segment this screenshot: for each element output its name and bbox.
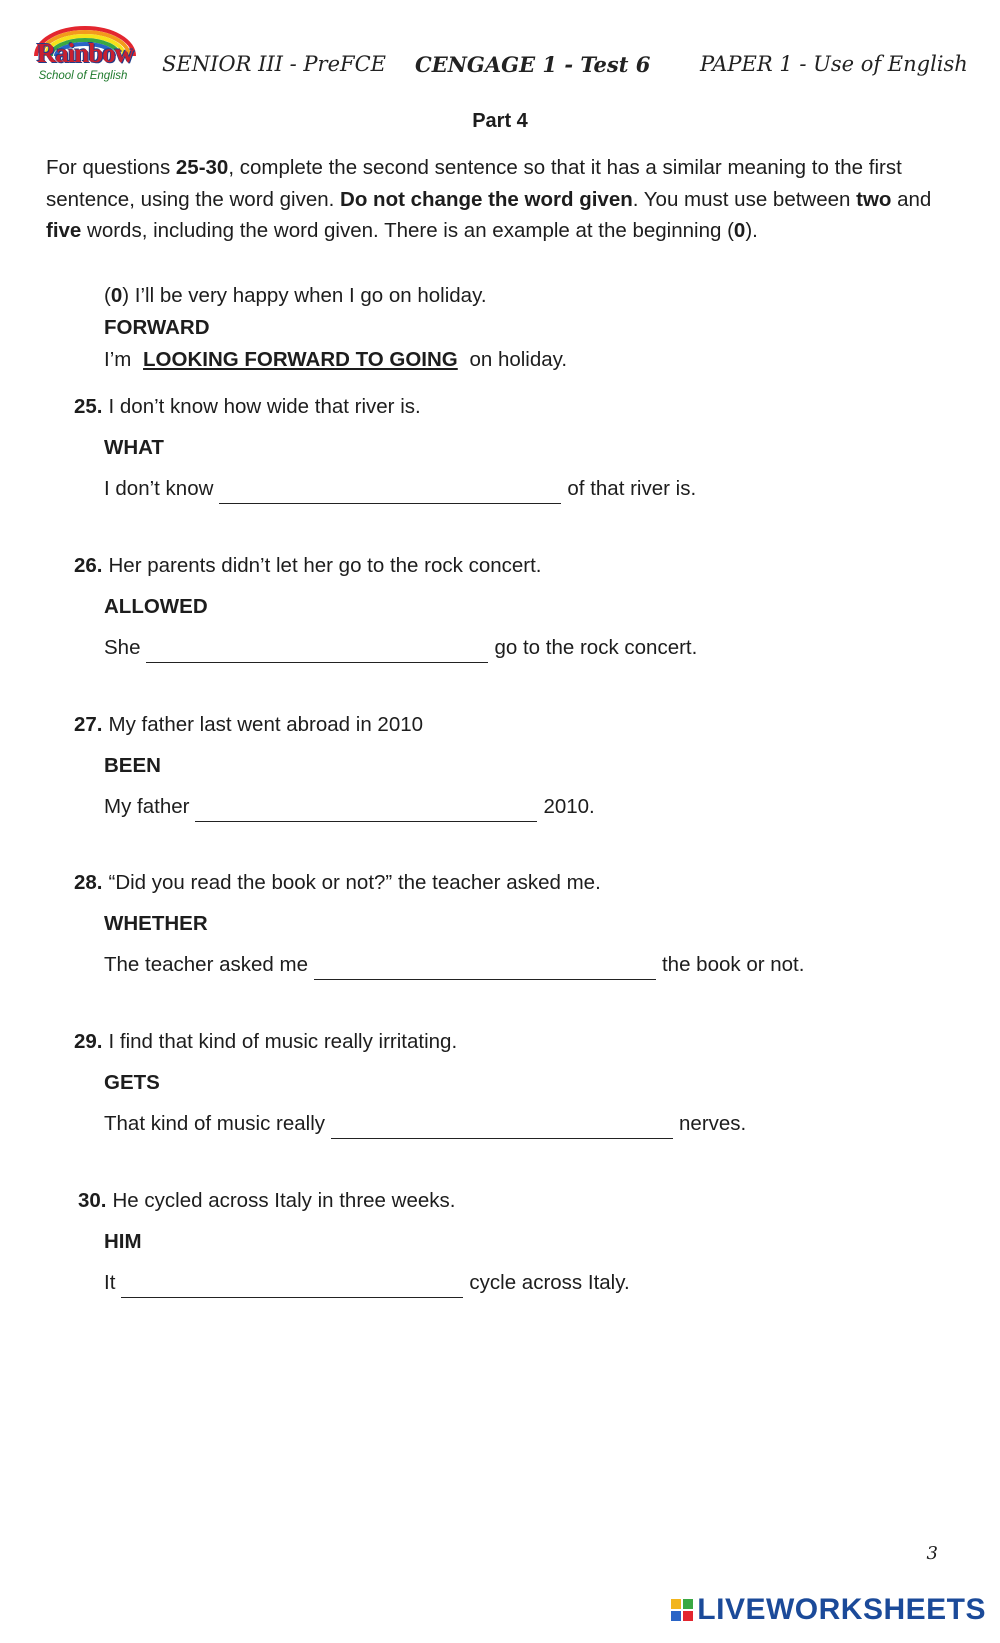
- example-sentence: [104, 280, 567, 312]
- question-number: 25.: [74, 395, 103, 418]
- question-sentence: My father last went abroad in 2010: [108, 713, 424, 736]
- instr-text: , complete the second sentence so that it has a similar meaning to the first sentence, using the word given.: [46, 156, 902, 211]
- question-number: 26.: [74, 554, 103, 577]
- question-sentence: Her parents didn’t let her go to the rock concert.: [108, 554, 542, 577]
- gap-after: the book or not.: [661, 953, 805, 976]
- answer-blank[interactable]: [219, 479, 561, 504]
- instr-bold: Do not change the word given: [340, 187, 633, 211]
- question-number: 29.: [74, 1030, 103, 1053]
- instr-text: and: [891, 187, 932, 211]
- question-number: 30.: [78, 1189, 107, 1212]
- gap-before: She: [104, 636, 141, 659]
- instr-text: For questions: [46, 156, 176, 179]
- question-sentence: I don’t know how wide that river is.: [108, 395, 421, 418]
- question-26: [74, 551, 697, 663]
- logo-word: Rainbow: [36, 38, 134, 68]
- gap-before: The teacher asked me: [104, 953, 308, 976]
- logo-subtitle: School of English: [38, 70, 128, 82]
- instr-two: two: [856, 187, 892, 211]
- instr-text: words, including the word given. There is an example at the beginning (: [81, 219, 734, 242]
- liveworksheets-wordmark: LIVEWORKSHEETS: [697, 1593, 986, 1626]
- answer-blank[interactable]: [195, 797, 537, 822]
- header-paper: PAPER 1 - Use of English: [700, 52, 968, 76]
- example-paren: ): [122, 284, 130, 307]
- header-level: SENIOR III - PreFCE: [162, 52, 386, 76]
- gap-after: go to the rock concert.: [494, 636, 698, 659]
- school-logo: [24, 26, 146, 86]
- instr-five: five: [46, 219, 82, 242]
- example-paren: (: [104, 284, 111, 307]
- instructions: [46, 152, 956, 247]
- example-keyword: FORWARD: [104, 316, 210, 339]
- gap-after: cycle across Italy.: [469, 1271, 630, 1294]
- example-text: I’ll be very happy when I go on holiday.: [129, 284, 487, 307]
- question-27: [74, 710, 595, 822]
- example-item: [104, 280, 567, 376]
- question-number: 28.: [74, 871, 103, 894]
- instr-range: 25-30: [175, 156, 229, 179]
- gap-after: of that river is.: [567, 477, 697, 500]
- page-header: [0, 0, 1000, 110]
- liveworksheets-logo-icon: [671, 1599, 693, 1621]
- liveworksheets-brand[interactable]: [671, 1590, 986, 1630]
- answer-blank[interactable]: [121, 1273, 463, 1298]
- answer-blank[interactable]: [331, 1114, 673, 1139]
- gap-after: 2010.: [543, 795, 595, 818]
- example-after: on holiday.: [463, 348, 568, 371]
- answer-blank[interactable]: [146, 638, 488, 663]
- question-sentence: “Did you read the book or not?” the teacher asked me.: [108, 871, 601, 894]
- question-keyword: HIM: [104, 1230, 142, 1253]
- question-30: [78, 1186, 630, 1298]
- question-28: [74, 868, 804, 980]
- question-sentence: I find that kind of music really irritating.: [108, 1030, 458, 1053]
- question-keyword: ALLOWED: [104, 595, 208, 618]
- question-keyword: WHETHER: [104, 912, 208, 935]
- gap-before: My father: [104, 795, 190, 818]
- question-sentence: He cycled across Italy in three weeks.: [112, 1189, 456, 1212]
- example-before: I’m: [104, 348, 138, 371]
- example-answer-line: [104, 344, 567, 376]
- question-29: [74, 1027, 746, 1139]
- example-answer: LOOKING FORWARD TO GOING: [143, 348, 458, 371]
- gap-before: I don’t know: [104, 477, 214, 500]
- gap-before: It: [104, 1271, 116, 1294]
- gap-after: nerves.: [679, 1112, 747, 1135]
- instr-text: . You must use between: [632, 187, 857, 211]
- question-keyword: BEEN: [104, 754, 161, 777]
- question-number: 27.: [74, 713, 103, 736]
- header-test: CENGAGE 1 - Test 6: [415, 52, 651, 77]
- question-25: [74, 392, 696, 504]
- instr-text: ).: [745, 219, 758, 242]
- question-keyword: GETS: [104, 1071, 160, 1094]
- question-keyword: WHAT: [104, 436, 164, 459]
- part-title: Part 4: [472, 110, 528, 132]
- instr-zero: 0: [733, 219, 746, 242]
- gap-before: That kind of music really: [104, 1112, 326, 1135]
- example-number: 0: [110, 284, 123, 307]
- answer-blank[interactable]: [314, 955, 656, 980]
- page-number: 3: [926, 1543, 938, 1564]
